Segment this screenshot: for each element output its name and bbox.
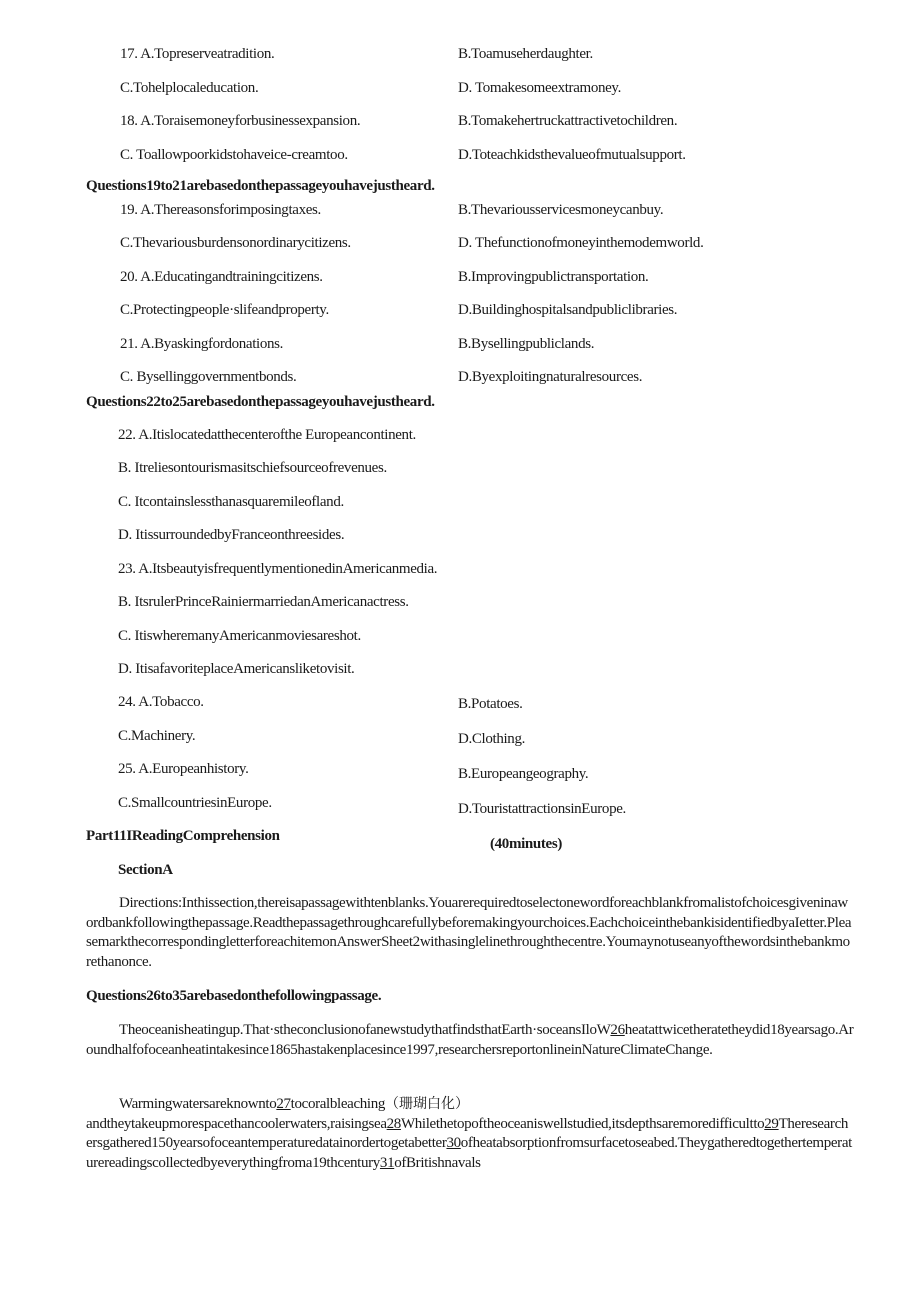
passage-text: Warmingwatersareknownto: [119, 1096, 277, 1112]
coral-bleaching-chinese-gloss: （珊瑚白化）: [385, 1096, 470, 1112]
q25-option-b: B.Europeangeography.: [458, 766, 589, 782]
section-title: SectionA: [118, 862, 173, 878]
q23-option-b: B. ItsrulerPrinceRainiermarriedanAmericanactress.: [118, 594, 409, 610]
q20-option-d: D.Buildinghospitalsandpubliclibraries.: [458, 302, 678, 318]
questions-22-25-heading: Questions22to25arebasedonthepassageyouhavejustheard.: [86, 394, 435, 410]
q22-option-d: D. ItissurroundedbyFranceonthreesides.: [118, 527, 345, 543]
passage-text: ofheatabsorptionfromsurfacetoseabed.Theygatheredtogethertemperaturereadingscollectedbyeverythingfroma19thcentury: [86, 1135, 852, 1171]
blank-27: 27: [276, 1096, 291, 1112]
q19-option-c: C.Thevariousburdensonordinarycitizens.: [120, 235, 351, 251]
q17-option-b: B.Toamuseherdaughter.: [458, 46, 593, 62]
blank-28: 28: [386, 1115, 401, 1132]
passage-text: heatattwicetheratetheydid18yearsago.Aroundhalfofoceanheatintakesince1865hastakenplacesince1997,researchersreportonlineinNatureClimateChange.: [86, 1022, 854, 1058]
q20-option-c: C.Protectingpeople·slifeandproperty.: [120, 302, 329, 318]
directions-paragraph: Directions:Inthissection,thereisapassagewithtenblanks.Youarerequiredtoselectonewordforeachblankfromalistofchoicesgiveninawordbankfollowingthepassage.Readthepassagethroughcarefullybeforemakingyourchoices.EachchoiceinthebankisidentifiedbyaIetter.PleasemarkthecorrespondingletterforeachitemonAnswerSheet2withasinglelinethroughthecentre.Youmaynotuseanyofthewordsinthebankmorethanonce.: [86, 895, 852, 970]
q24-option-a: 24. A.Tobacco.: [118, 694, 204, 710]
passage-paragraph-2: [86, 1095, 854, 1173]
passage-text: Whilethetopoftheoceaniswellstudied,itsdepthsaremoredifficultto: [400, 1115, 765, 1132]
q17-option-a: 17. A.Topreserveatradition.: [120, 46, 275, 62]
q22-option-a: 22. A.Itislocatedatthecenterofthe Europeancontinent.: [118, 427, 416, 443]
q18-option-b: B.Tomakehertruckattractivetochildren.: [458, 113, 678, 129]
q18-option-c: C. Toallowpoorkidstohaveice-creamtoo.: [120, 147, 348, 163]
q21-option-d: D.Byexploitingnaturalresources.: [458, 369, 643, 385]
passage-text: Theresearchersgathered150yearsofoceantemperaturedatainordertogetabetter: [86, 1115, 849, 1151]
q25-option-a: 25. A.Europeanhistory.: [118, 761, 249, 777]
q24-option-b: B.Potatoes.: [458, 696, 523, 712]
q24-option-d: D.Clothing.: [458, 731, 525, 747]
q25-option-c: C.SmallcountriesinEurope.: [118, 795, 272, 811]
q22-option-c: C. Itcontainslessthanasquaremileofland.: [118, 494, 344, 510]
q21-option-b: B.Bysellingpubliclands.: [458, 336, 595, 352]
passage-text: ofBritishnavals: [394, 1154, 481, 1171]
q19-option-a: 19. A.Thereasonsforimposingtaxes.: [120, 202, 321, 218]
passage-text: tocoralbleaching: [290, 1096, 386, 1112]
q23-option-d: D. ItisafavoriteplaceAmericansliketovisit.: [118, 661, 355, 677]
q18-option-d: D.Toteachkidsthevalueofmutualsupport.: [458, 147, 686, 163]
q18-option-a: 18. A.Toraisemoneyforbusinessexpansion.: [120, 113, 361, 129]
part-title: Part11IReadingComprehension: [86, 828, 280, 844]
q19-option-b: B.Thevariousservicesmoneycanbuy.: [458, 202, 664, 218]
blank-30: 30: [446, 1135, 461, 1151]
q23-option-c: C. ItiswheremanyAmericanmoviesareshot.: [118, 628, 361, 644]
passage-text: Theoceanisheatingup.That·stheconclusionofanewstudythatfindsthatEarth·soceansIloW: [119, 1022, 611, 1038]
q17-option-c: C.Tohelplocaleducation.: [120, 80, 259, 96]
questions-26-35-heading: Questions26to35arebasedonthefollowingpassage.: [86, 988, 382, 1004]
q23-option-a: 23. A.ItsbeautyisfrequentlymentionedinAmericanmedia.: [118, 561, 438, 577]
q20-option-b: B.Improvingpublictransportation.: [458, 269, 649, 285]
blank-26: 26: [610, 1022, 625, 1038]
q21-option-a: 21. A.Byaskingfordonations.: [120, 336, 284, 352]
q19-option-d: D. Thefunctionofmoneyinthemodemworld.: [458, 235, 704, 251]
q24-option-c: C.Machinery.: [118, 728, 196, 744]
blank-31: 31: [379, 1154, 395, 1171]
q20-option-a: 20. A.Educatingandtrainingcitizens.: [120, 269, 323, 285]
blank-29: 29: [764, 1115, 779, 1132]
part-time: (40minutes): [490, 836, 562, 852]
passage-text: andtheytakeupmorespacethancoolerwaters,raisingsea: [86, 1115, 387, 1132]
q22-option-b: B. Itreliesontourismasitschiefsourceofrevenues.: [118, 460, 387, 476]
q21-option-c: C. Bysellinggovernmentbonds.: [120, 369, 297, 385]
questions-19-21-heading: Questions19to21arebasedonthepassageyouhavejustheard.: [86, 178, 435, 194]
passage-paragraph-1: [86, 1021, 854, 1060]
q17-option-d: D. Tomakesomeextramoney.: [458, 80, 622, 96]
q25-option-d: D.TouristattractionsinEurope.: [458, 801, 626, 817]
